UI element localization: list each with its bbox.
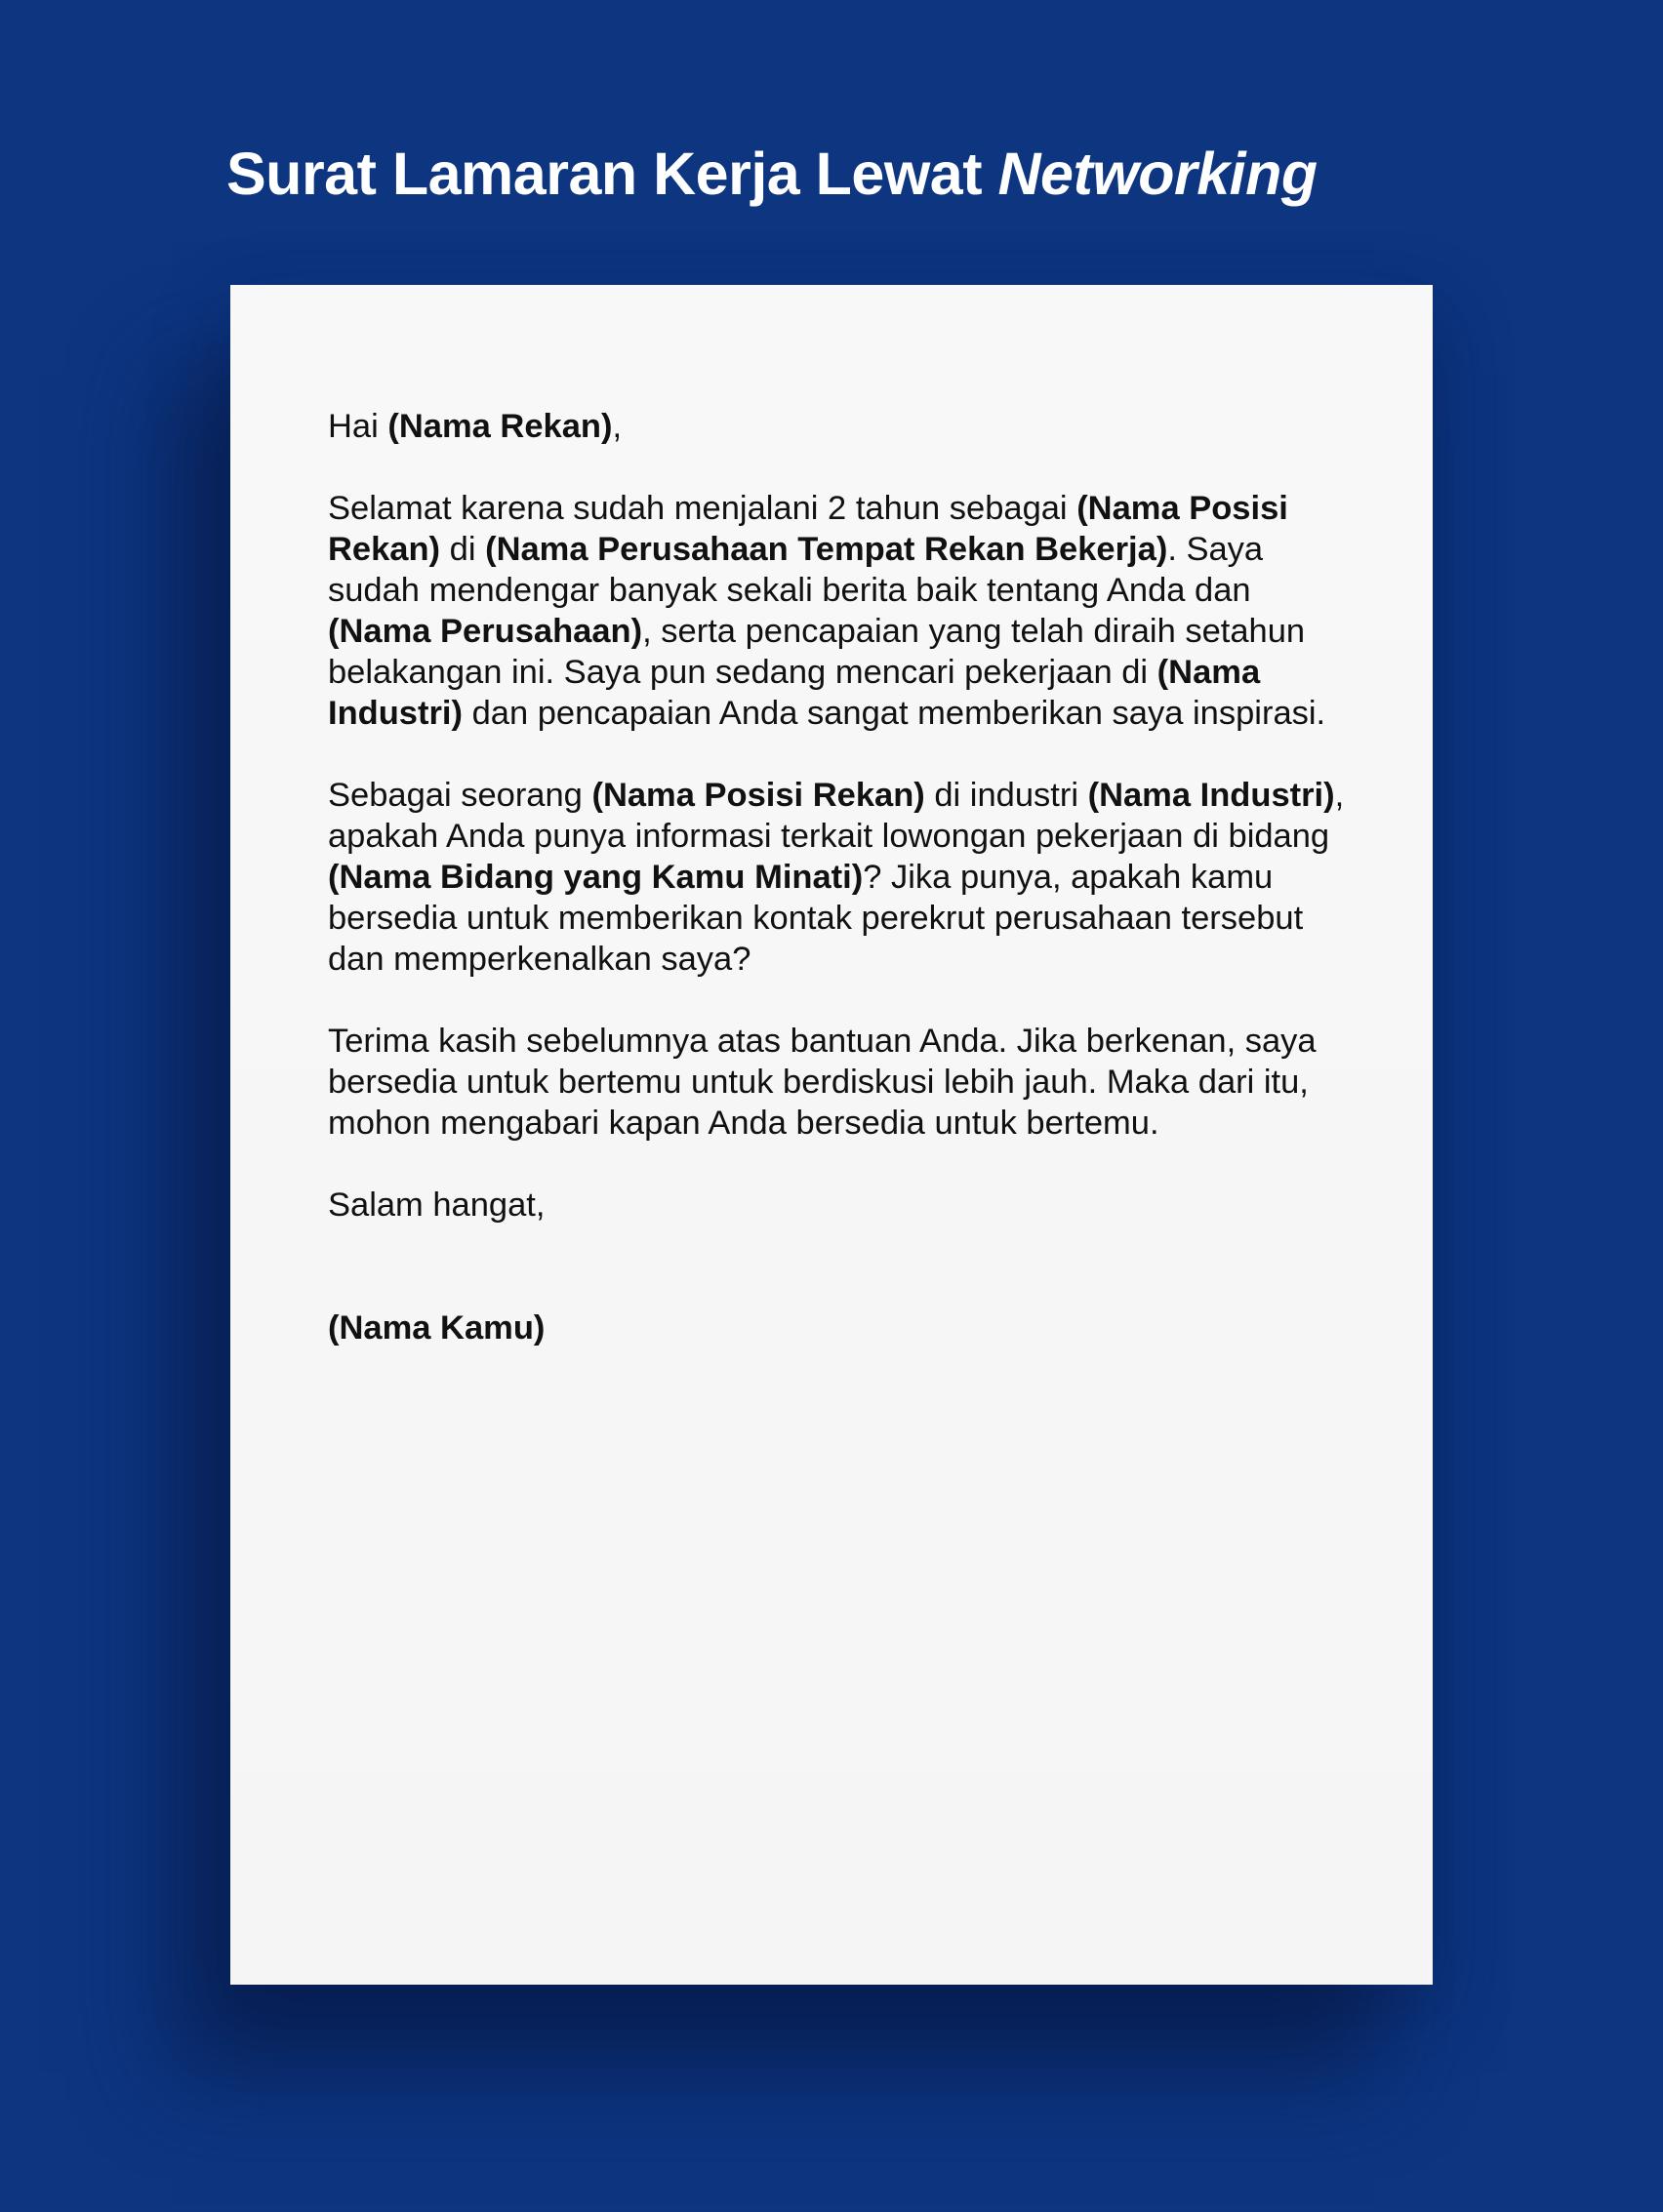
page-title	[226, 135, 1318, 213]
letter-paper	[230, 285, 1433, 1985]
letter-paragraph-1	[328, 488, 1362, 734]
paragraph-text: di	[440, 531, 486, 568]
paragraph-text: , serta pencapaian yang telah diraih setahun belakangan ini. Saya pun sedang mencari pekerjaan di	[328, 613, 1306, 691]
paragraph-text: di industri	[924, 777, 1088, 814]
placeholder-nama-bidang: (Nama Bidang yang Kamu Minati)	[328, 859, 864, 896]
paragraph-text: . Saya sudah mendengar banyak sekali berita baik tentang Anda dan	[328, 531, 1264, 609]
placeholder-nama-industri: (Nama Industri)	[328, 654, 1261, 732]
paragraph-text: dan pencapaian Anda sangat memberikan saya inspirasi.	[462, 695, 1326, 732]
letter-signature	[328, 1307, 1362, 1348]
placeholder-nama-posisi-rekan: (Nama Posisi Rekan)	[328, 490, 1288, 568]
greeting-prefix: Hai	[328, 408, 388, 445]
letter-greeting	[328, 406, 1362, 447]
title-main: Surat Lamaran Kerja Lewat	[226, 141, 998, 207]
letter-body	[328, 406, 1362, 1389]
placeholder-nama-industri: (Nama Industri)	[1087, 777, 1335, 814]
paragraph-text: Selamat karena sudah menjalani 2 tahun sebagai	[328, 490, 1077, 527]
letter-paragraph-3: Terima kasih sebelumnya atas bantuan Anda. Jika berkenan, saya bersedia untuk bertemu untuk berdiskusi lebih jauh. Maka dari itu, mohon mengabari kapan Anda bersedia untuk bertemu.	[328, 1023, 1317, 1142]
placeholder-nama-rekan: (Nama Rekan)	[387, 408, 613, 445]
letter-closing: Salam hangat,	[328, 1186, 546, 1224]
paragraph-text: Sebagai seorang	[328, 777, 592, 814]
placeholder-nama-posisi-rekan: (Nama Posisi Rekan)	[591, 777, 925, 814]
letter-paragraph-2	[328, 775, 1362, 980]
placeholder-nama-perusahaan: (Nama Perusahaan)	[328, 613, 643, 650]
placeholder-nama-perusahaan-rekan: (Nama Perusahaan Tempat Rekan Bekerja)	[485, 531, 1168, 568]
placeholder-nama-kamu: (Nama Kamu)	[328, 1309, 546, 1347]
title-emphasis: Networking	[997, 141, 1318, 207]
greeting-suffix: ,	[612, 408, 623, 445]
paragraph-text: ? Jika punya, apakah kamu bersedia untuk memberikan kontak perekrut perusahaan tersebut dan memperkenalkan saya?	[328, 859, 1304, 978]
paragraph-text: , apakah Anda punya informasi terkait lowongan pekerjaan di bidang	[328, 777, 1345, 855]
